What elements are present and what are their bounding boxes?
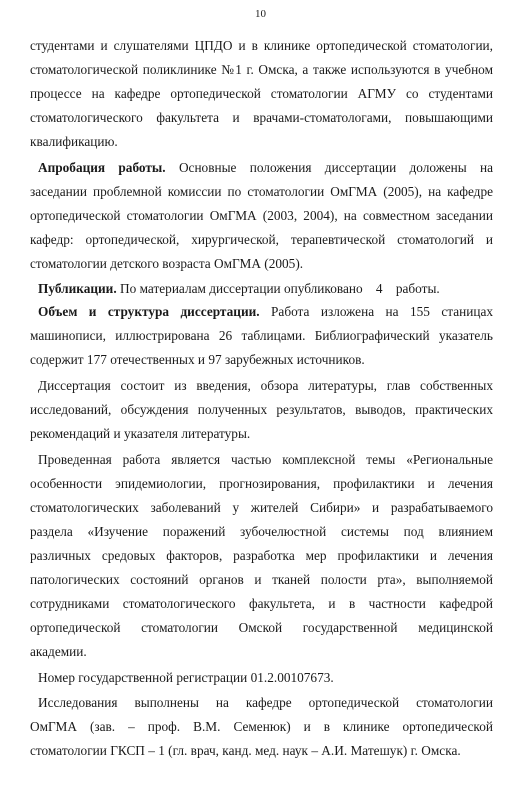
text-line: стоматологии детского возраста ОмГМА (2005).: [30, 256, 304, 271]
approbation-heading: Апробация работы.: [38, 160, 166, 175]
text-line: [38, 160, 493, 176]
text-line: Исследования выполнены на кафедре ортопедической стоматологии: [38, 695, 493, 710]
text-span: Работа изложена на 155 станицах: [271, 304, 493, 319]
text-line: студентами и слушателями ЦПДО и в клинике ортопедической стоматологии,: [30, 38, 493, 53]
text-line: машинописи, иллюстрирована 26 таблицами. Библиографический указатель: [30, 328, 493, 343]
text-span: По материалам диссертации опубликовано 4 работы.: [120, 281, 440, 296]
text-line: сотрудниками стоматологического факультета, и в частности кафедрой: [30, 596, 493, 611]
text-line: академии.: [30, 644, 87, 659]
text-line: рекомендаций и указателя литературы.: [30, 426, 251, 441]
text-line: заседании проблемной комиссии по стоматологии ОмГМА (2005), на кафедре: [30, 184, 493, 199]
text-line: ОмГМА (зав. – проф. В.М. Семенюк) и в клинике ортопедической: [30, 719, 493, 734]
text-line: процессе на кафедре ортопедической стоматологии АГМУ со студентами: [30, 86, 493, 101]
text-span: Основные положения диссертации доложены на: [178, 160, 493, 175]
text-line: [38, 304, 493, 320]
text-line: особенности эпидемиологии, прогнозирования, профилактики и лечения: [30, 476, 493, 491]
text-line: стоматологической поликлинике №1 г. Омска, а также используются в учебном: [30, 62, 493, 77]
text-line: раздела «Изучение поражений зубочелюстной системы под влиянием: [30, 524, 493, 539]
text-line: патологических состояний органов и тканей полости рта», выполняемой: [30, 572, 493, 587]
text-line: различных средовых факторов, разработка мер профилактики и лечения: [30, 548, 493, 563]
text-line: Диссертация состоит из введения, обзора литературы, глав собственных: [38, 378, 493, 393]
text-line: стоматологии ГКСП – 1 (гл. врач, канд. мед. наук – А.И. Матешук) г. Омска.: [30, 743, 461, 758]
text-line: Номер государственной регистрации 01.2.00107673.: [38, 670, 334, 685]
publications-heading: Публикации.: [38, 281, 117, 296]
page-number: 10: [255, 8, 266, 20]
text-line: ортопедической стоматологии ОмГМА (2003, 2004), на совместном заседании: [30, 208, 493, 223]
text-line: Проведенная работа является частью комплексной темы «Региональные: [38, 452, 493, 467]
structure-heading: Объем и структура диссертации.: [38, 304, 260, 319]
text-line: [38, 281, 493, 297]
text-line: стоматологических заболеваний у жителей Сибири» и разрабатываемого: [30, 500, 493, 515]
text-line: ортопедической стоматологии Омской государственной медицинской: [30, 620, 493, 635]
text-line: содержит 177 отечественных и 97 зарубежных источников.: [30, 352, 365, 367]
text-line: квалификацию.: [30, 134, 118, 149]
text-line: стоматологического факультета и врачами-стоматологами, повышающими: [30, 110, 493, 125]
text-line: исследований, обсуждения полученных результатов, выводов, практических: [30, 402, 493, 417]
text-line: кафедр: ортопедической, хирургической, терапевтической стоматологий и: [30, 232, 493, 247]
